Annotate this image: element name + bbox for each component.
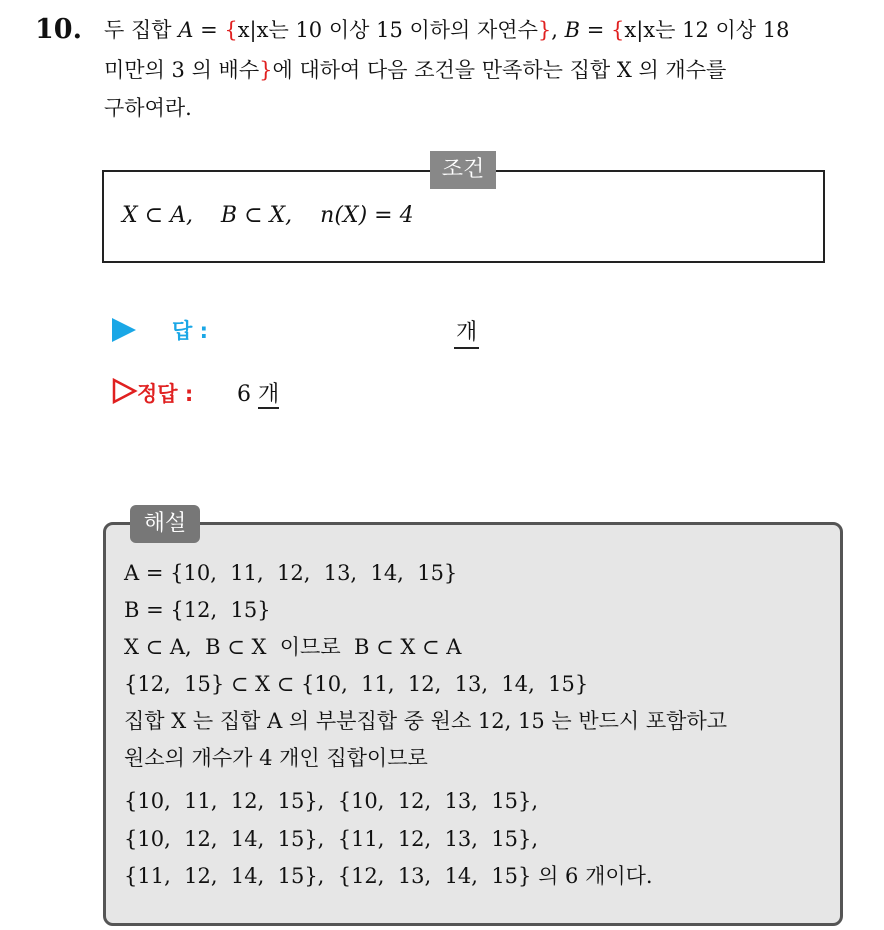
outline-arrow-icon — [112, 378, 138, 404]
play-arrow-icon — [112, 318, 136, 342]
question-line-1 — [104, 20, 789, 41]
explanation-line: A = {10, 11, 12, 13, 14, 15} — [124, 561, 458, 585]
question-number: 10. — [35, 14, 82, 45]
question-line-3: 구하여라. — [104, 96, 192, 120]
equals-sign: = — [580, 18, 611, 42]
separator: , — [551, 18, 565, 42]
explanation-line: {11, 12, 14, 15}, {12, 13, 14, 15} 의 6 개이다. — [124, 864, 653, 888]
solution-value — [237, 377, 279, 408]
solution-unit: 개 — [258, 382, 280, 407]
set-a-name: A — [178, 18, 194, 42]
explanation-line: X ⊂ A, B ⊂ X 이므로 B ⊂ X ⊂ A — [124, 635, 462, 659]
set-b-definition: x|x는 12 이상 18 — [624, 18, 790, 42]
explanation-line: {10, 11, 12, 15}, {10, 12, 13, 15}, — [124, 789, 539, 813]
explanation-line: 집합 X 는 집합 A 의 부분집합 중 원소 12, 15 는 반드시 포함하고 — [124, 709, 728, 733]
explanation-line: {10, 12, 14, 15}, {11, 12, 13, 15}, — [124, 827, 539, 851]
question-line-2 — [104, 60, 726, 81]
answer-unit: 개 — [454, 315, 479, 349]
brace-open: { — [224, 18, 238, 42]
set-b-definition-rest: 미만의 3 의 배수 — [104, 58, 260, 82]
set-a-definition: x|x는 10 이상 15 이하의 자연수 — [237, 18, 538, 42]
question-text: 두 집합 — [104, 18, 179, 42]
question-text: 에 대하여 다음 조건을 만족하는 집합 X 의 개수를 — [272, 58, 727, 82]
explanation-line: {12, 15} ⊂ X ⊂ {10, 11, 12, 13, 14, 15} — [124, 672, 589, 696]
explanation-line: B = {12, 15} — [124, 598, 271, 622]
brace-close: } — [537, 18, 552, 42]
explanation-label: 해설 — [130, 505, 200, 543]
condition-label: 조건 — [430, 151, 496, 189]
solution-label: 정답 : — [137, 382, 194, 406]
brace-close: } — [259, 58, 273, 82]
brace-open: { — [611, 18, 625, 42]
equals-sign: = — [193, 18, 225, 42]
condition-expression: X ⊂ A, B ⊂ X, n(X) = 4 — [122, 203, 414, 228]
explanation-line: 원소의 개수가 4 개인 집합이므로 — [124, 746, 428, 770]
set-b-name: B — [564, 18, 581, 42]
answer-label: 답 : — [172, 319, 208, 343]
solution-number: 6 — [237, 382, 251, 407]
